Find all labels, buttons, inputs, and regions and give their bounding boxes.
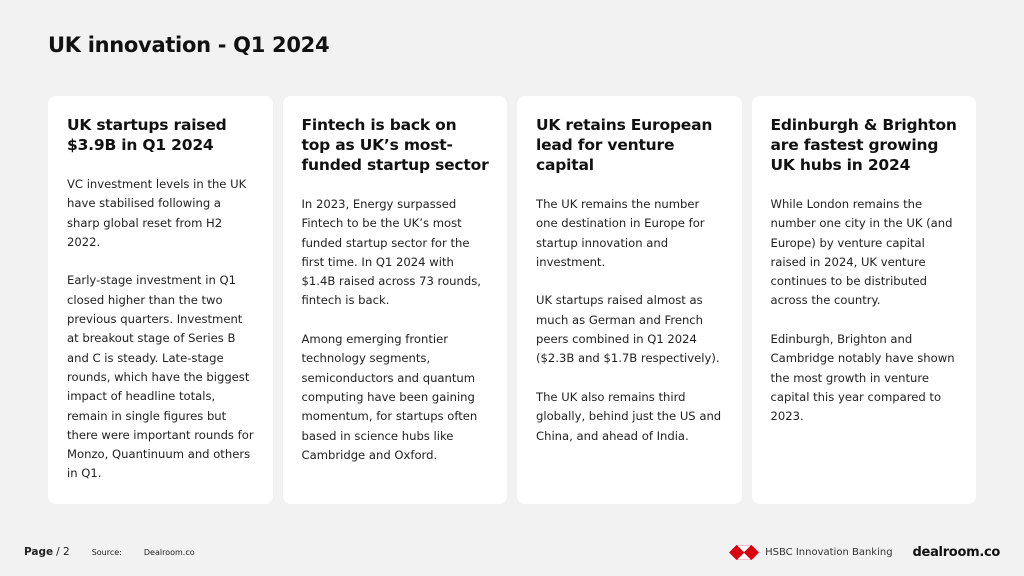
card-title: UK startups raised $3.9B in Q1 2024 bbox=[67, 116, 227, 154]
card-edinburgh-brighton-hubs bbox=[752, 96, 977, 504]
cards-row bbox=[48, 96, 976, 504]
page-number: / 2 bbox=[56, 546, 70, 558]
card-fintech-back-on-top bbox=[283, 96, 508, 504]
card-paragraph: Early-stage investment in Q1 closed higher than the two previous quarters. Investment at breakout stage of Series B and C is steady. Late-stage rounds, which have the biggest impact of headline totals, remain in single figures but there were important rounds for Monzo, Quantinuum and others in Q1. bbox=[67, 273, 254, 481]
card-paragraph: The UK remains the number one destination in Europe for startup innovation and investment. bbox=[536, 197, 705, 269]
card-paragraph: In 2023, Energy surpassed Fintech to be the UK’s most funded startup sector for the first time. In Q1 2024 with $1.4B raised across 73 rounds, fintech is back. bbox=[301, 197, 481, 308]
card-title: Fintech is back on top as UK’s most-funded startup sector bbox=[301, 116, 489, 174]
card-paragraph: VC investment levels in the UK have stabilised following a sharp global reset from H2 2022. bbox=[67, 177, 247, 249]
card-paragraph: Among emerging frontier technology segments, semiconductors and quantum computing have been gaining momentum, for startups often based in science hubs like Cambridge and Oxford. bbox=[301, 332, 478, 462]
card-paragraph: Edinburgh, Brighton and Cambridge notably have shown the most growth in venture capital this year compared to 2023. bbox=[770, 332, 955, 424]
page-title: UK innovation - Q1 2024 bbox=[48, 33, 330, 57]
card-paragraph: UK startups raised almost as much as German and French peers combined in Q1 2024 ($2.3B and $1.7B respectively). bbox=[536, 293, 720, 366]
card-title: UK retains European lead for venture capital bbox=[536, 116, 713, 174]
source-value: Dealroom.co bbox=[143, 547, 195, 557]
hsbc-text: HSBC Innovation Banking bbox=[765, 546, 893, 558]
card-paragraph: While London remains the number one city in the UK (and Europe) by venture capital raised in 2024, UK venture continues to be distributed across the country. bbox=[770, 197, 953, 308]
source-label: Source: bbox=[91, 547, 122, 557]
card-title: Edinburgh & Brighton are fastest growing UK hubs in 2024 bbox=[770, 116, 957, 174]
footer bbox=[24, 540, 1000, 564]
page-label: Page bbox=[24, 546, 54, 558]
card-paragraph: The UK also remains third globally, behind just the US and China, and ahead of India. bbox=[536, 389, 722, 443]
hsbc-logo bbox=[729, 545, 892, 560]
card-uk-european-lead bbox=[517, 96, 742, 504]
card-uk-startups-raised bbox=[48, 96, 273, 504]
hsbc-hexagon-icon bbox=[729, 545, 759, 560]
dealroom-logo: dealroom.co bbox=[912, 544, 1000, 560]
